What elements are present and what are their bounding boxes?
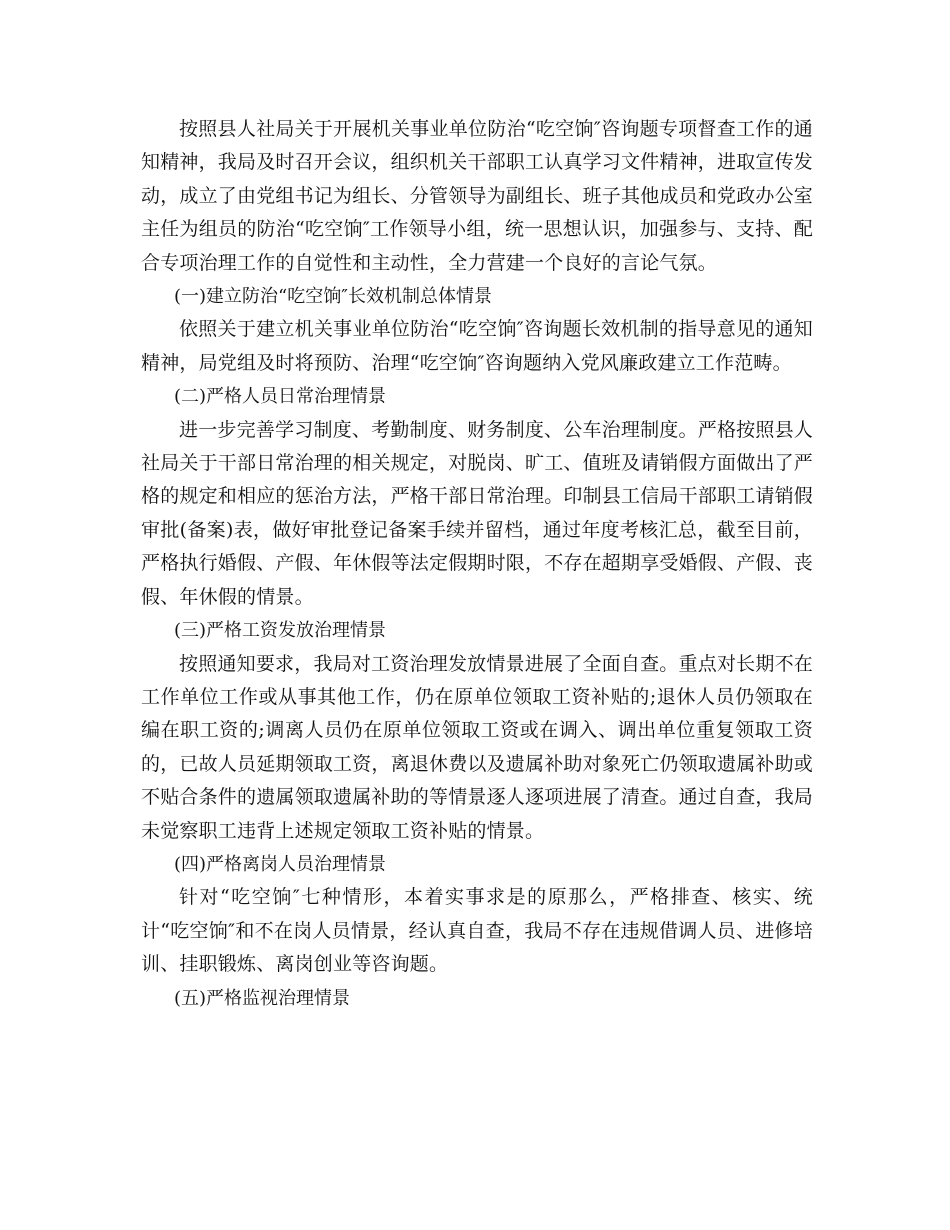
section-heading-1: (一)建立防治“吃空饷″长效机制总体情景 xyxy=(174,286,492,308)
section-heading-4: (四)严格离岗人员治理情景 xyxy=(174,853,387,875)
section-heading-3: (三)严格工资发放治理情景 xyxy=(174,620,387,642)
paragraph-section-1: 依照关于建立机关事业单位防治“吃空饷″咨询题长效机制的指导意见的通知精神，局党组及时将预防、治理“吃空饷″咨询题纳入党风廉政建立工作范畴。 xyxy=(141,318,813,374)
section-heading-5: (五)严格监视治理情景 xyxy=(174,987,351,1009)
paragraph-intro: 按照县人社局关于开展机关事业单位防治“吃空饷″咨询题专项督查工作的通知精神，我局及时召开会议，组织机关干部职工认真学习文件精神，进取宣传发动，成立了由党组书记为组长、分管领导为副组长、班子其他成员和党政办公室主任为组员的防治“吃空饷″工作领导小组，统一思想认识，加强参与、支持、配合专项治理工作的自觉性和主动性，全力营建一个良好的言论气氛。 xyxy=(141,118,814,274)
section-heading-2: (二)严格人员日常治理情景 xyxy=(174,386,387,408)
paragraph-section-3: 按照通知要求，我局对工资治理发放情景进展了全面自查。重点对长期不在工作单位工作或从事其他工作，仍在原单位领取工资补贴的;退休人员仍领取在编在职工资的;调离人员仍在原单位领取工资或在调入、调出单位重复领取工资的，已故人员延期领取工资，离退休费以及遗属补助对象死亡仍领取遗属补助或不贴合条件的遗属领取遗属补助的等情景逐人逐项进展了清查。通过自查，我局未觉察职工违背上述规定领取工资补贴的情景。 xyxy=(141,652,814,842)
document-body xyxy=(141,113,813,1015)
paragraph-section-4: 针对“吃空饷″七种情形，本着实事求是的原那么，严格排查、核实、统计“吃空饷″和不在岗人员情景，经认真自查，我局不存在违规借调人员、进修培训、挂职锻炼、离岗创业等咨询题。 xyxy=(141,886,813,976)
paragraph-section-2: 进一步完善学习制度、考勤制度、财务制度、公车治理制度。严格按照县人社局关于干部日常治理的相关规定，对脱岗、旷工、值班及请销假方面做出了严格的规定和相应的惩治方法，严格干部日常治理。印制县工信局干部职工请销假审批(备案)表，做好审批登记备案手续并留档，通过年度考核汇总，截至目前，严格执行婚假、产假、年休假等法定假期时限，不存在超期享受婚假、产假、丧假、年休假的情景。 xyxy=(141,418,814,608)
